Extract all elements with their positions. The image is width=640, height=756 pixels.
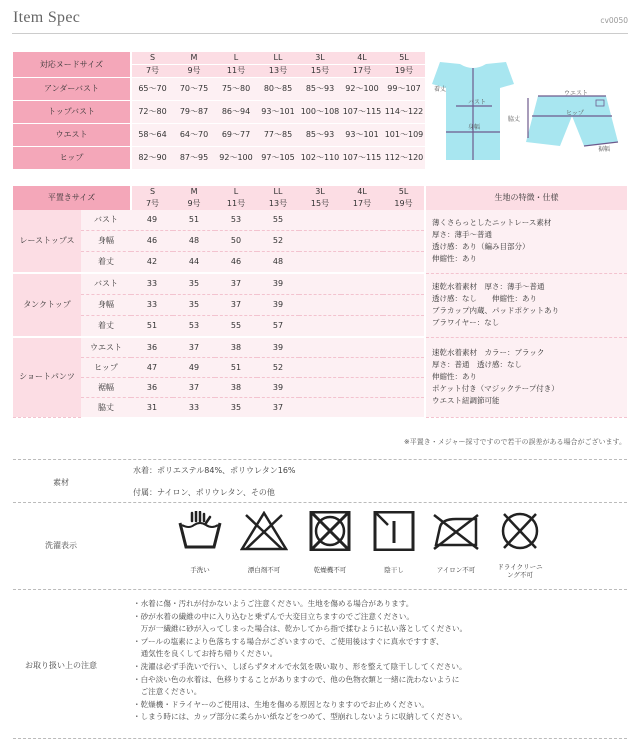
value-cell: 85～93 [299, 78, 341, 101]
nude-size-table [13, 52, 425, 170]
row-label: 身幅 [81, 295, 131, 316]
table-row [13, 124, 425, 147]
page-header [0, 0, 640, 36]
value-cell: 55 [215, 316, 257, 338]
number-cell: 13号 [257, 198, 299, 210]
feature-line: ポケット付き（マジックテープ付き） [432, 384, 559, 393]
value-cell: 35 [215, 398, 257, 418]
row-label: ウエスト [13, 124, 131, 147]
size-cell: 4L [341, 52, 383, 65]
value-cell: 49 [173, 358, 215, 378]
value-cell: 35 [173, 295, 215, 316]
care-line: ・乾燥機・ドライヤーのご使用は、生地を傷める原因となりますのでお止めください。 [133, 699, 429, 709]
value-cell: 93～101 [257, 101, 299, 124]
value-cell: 50 [215, 231, 257, 252]
value-cell: 31 [131, 398, 173, 418]
washing-icon-label: ドライクリーニング不可 [497, 563, 543, 579]
row-label: 脇丈 [81, 398, 131, 418]
value-cell: 107～115 [341, 147, 383, 170]
care-line: ・砂が水着の繊維の中に入り込むと乗ずんで大変目立ちますのでご注意ください。 [133, 611, 414, 621]
feature-line: 透け感：あり（編み目部分） [432, 242, 530, 252]
value-cell: 52 [257, 231, 299, 252]
value-cell: 48 [257, 252, 299, 274]
value-cell: 79～87 [173, 101, 215, 124]
feature-line: 透け感：なし 伸縮性：あり [432, 294, 538, 303]
value-cell: 99～107 [383, 78, 425, 101]
size-cell: M [173, 186, 215, 198]
table-row [13, 210, 627, 231]
row-label: 着丈 [81, 316, 131, 338]
value-cell: 47 [131, 358, 173, 378]
value-cell: 33 [131, 273, 173, 295]
value-cell: 92～100 [215, 147, 257, 170]
material-line-1: 水着：ポリエステル84%、ポリウレタン16% [133, 466, 296, 475]
value-cell: 37 [215, 273, 257, 295]
no-bleach-icon [240, 511, 288, 551]
value-cell: 58～64 [131, 124, 173, 147]
washing-icon-label: アイロン不可 [436, 566, 476, 574]
value-cell: 35 [173, 273, 215, 295]
top-figure [430, 56, 516, 166]
size-cell: 5L [383, 52, 425, 65]
value-cell: 37 [173, 378, 215, 398]
value-cell: 93～101 [341, 124, 383, 147]
value-cell: 107～115 [341, 101, 383, 124]
top-width-label: 身幅 [468, 124, 481, 131]
value-cell: 87～95 [173, 147, 215, 170]
size-header-row [13, 52, 425, 65]
row-label: 身幅 [81, 231, 131, 252]
feature-line: 伸縮性：あり [432, 372, 478, 381]
value-cell: 92～100 [341, 78, 383, 101]
row-label: アンダーバスト [13, 78, 131, 101]
value-cell: 37 [215, 295, 257, 316]
size-cell: S [131, 52, 173, 65]
washing-icon-label: 漂白剤不可 [247, 566, 281, 574]
value-cell: 55 [257, 210, 299, 231]
shade-dry-icon [370, 511, 418, 551]
washing-icon-label: 陰干し [384, 566, 404, 574]
care-line: ・水着に傷・汚れが付かないようご注意ください。生地を傷める場合があります。 [133, 599, 414, 608]
size-cell: LL [257, 186, 299, 198]
value-cell: 39 [257, 295, 299, 316]
value-cell: 102～110 [299, 147, 341, 170]
value-cell: 39 [257, 378, 299, 398]
top-garment-illustration [430, 56, 516, 166]
waist-label: ウエスト [564, 90, 589, 97]
washing-icon-label: 乾燥機不可 [313, 566, 347, 574]
item-code: cv0050 [600, 16, 628, 25]
size-cell: LL [257, 52, 299, 65]
feature-line: ウエスト紐調節可能 [432, 396, 500, 405]
value-cell: 114～122 [383, 101, 425, 124]
size-cell: S [131, 186, 173, 198]
value-cell: 70～75 [173, 78, 215, 101]
value-cell: 101～109 [383, 124, 425, 147]
table-row [13, 337, 627, 358]
care-notes [133, 598, 623, 724]
feature-line: 伸縮性：あり [432, 254, 478, 264]
value-cell: 33 [173, 398, 215, 418]
number-cell: 13号 [257, 65, 299, 78]
care-line: 万が一繊維に砂が入ってしまった場合は、乾かしてから指で揉むように払い落としてください。 [133, 624, 468, 634]
table-row [13, 147, 425, 170]
value-cell: 38 [215, 337, 257, 358]
top-length-label: 着丈 [434, 86, 447, 93]
section-divider [13, 589, 627, 590]
value-cell: 80～85 [257, 78, 299, 101]
rise-label: 脇丈 [508, 116, 521, 123]
group-label-tank-top: タンクトップ [13, 273, 81, 337]
value-cell: 42 [131, 252, 173, 274]
feature-line: ブラワイヤー：なし [432, 318, 500, 327]
no-dry-clean-icon [496, 511, 544, 551]
number-cell: 19号 [383, 65, 425, 78]
value-cell: 51 [173, 210, 215, 231]
washing-icon-label: 手洗い [190, 566, 210, 574]
page-title: Item Spec [13, 9, 81, 26]
shorts-figure [508, 86, 628, 156]
measurement-note: ※平置き・メジャー採寸ですので若干の誤差がある場合がございます。 [403, 438, 626, 446]
value-cell: 82～90 [131, 147, 173, 170]
size-cell: L [215, 186, 257, 198]
feature-line: 厚さ：普通 透け感：なし [432, 360, 523, 369]
row-label: ヒップ [13, 147, 131, 170]
care-line: 通気性を良くしてお持ち帰りください。 [133, 649, 278, 659]
washing-label: 洗濯表示 [45, 541, 77, 550]
number-cell: 17号 [341, 198, 383, 210]
row-label: 着丈 [81, 252, 131, 274]
feature-line: 薄くさらっとしたニットレース素材 [432, 218, 552, 228]
number-cell: 9号 [173, 65, 215, 78]
value-cell: 51 [215, 358, 257, 378]
hem-label: 裾幅 [598, 146, 611, 153]
flat-size-header: 平置きサイズ [13, 186, 131, 210]
size-cell: 5L [383, 186, 425, 198]
value-cell: 46 [215, 252, 257, 274]
value-cell: 72～80 [131, 101, 173, 124]
size-cell: 4L [341, 186, 383, 198]
feature-cell-short-pants [425, 337, 627, 417]
value-cell: 36 [131, 337, 173, 358]
value-cell: 65～70 [131, 78, 173, 101]
value-cell: 57 [257, 316, 299, 338]
value-cell: 69～77 [215, 124, 257, 147]
flat-size-header-row [13, 186, 627, 198]
value-cell: 97～105 [257, 147, 299, 170]
number-cell: 9号 [173, 198, 215, 210]
feature-header: 生地の特徴・仕様 [425, 186, 627, 210]
number-cell: 11号 [215, 198, 257, 210]
no-tumble-dry-icon [306, 511, 354, 551]
value-cell: 37 [257, 398, 299, 418]
flat-size-table [13, 186, 627, 418]
material-line-2: 付属：ナイロン、ポリウレタン、その他 [133, 488, 275, 497]
number-cell: 11号 [215, 65, 257, 78]
row-label: ウエスト [81, 337, 131, 358]
care-line: ・プールの塩素により色落ちする場合がございますので、ご使用後はすぐに真水ですすぎ、 [133, 636, 444, 646]
row-label: バスト [81, 273, 131, 295]
value-cell: 112～120 [383, 147, 425, 170]
number-cell: 7号 [131, 198, 173, 210]
hip-label: ヒップ [566, 110, 584, 117]
value-cell: 51 [131, 316, 173, 338]
value-cell: 39 [257, 337, 299, 358]
size-cell: 3L [299, 186, 341, 198]
care-line: ご注意ください。 [133, 687, 202, 697]
size-cell: M [173, 52, 215, 65]
section-divider [13, 459, 627, 460]
value-cell: 37 [173, 337, 215, 358]
feature-cell-tank-top [425, 273, 627, 337]
number-cell: 19号 [383, 198, 425, 210]
value-cell: 46 [131, 231, 173, 252]
value-cell: 48 [173, 231, 215, 252]
row-label: 裾幅 [81, 378, 131, 398]
value-cell: 53 [215, 210, 257, 231]
value-cell: 85～93 [299, 124, 341, 147]
number-cell: 15号 [299, 198, 341, 210]
value-cell: 38 [215, 378, 257, 398]
section-divider [13, 502, 627, 503]
number-cell: 15号 [299, 65, 341, 78]
value-cell: 49 [131, 210, 173, 231]
feature-cell-lace-tops [425, 210, 627, 273]
value-cell: 77～85 [257, 124, 299, 147]
care-line: ・しまう時には、カップ部分に柔らかい紙などをつめて、型崩れしないように収納してください。 [133, 712, 467, 722]
row-label: バスト [81, 210, 131, 231]
value-cell: 100～108 [299, 101, 341, 124]
table-row [13, 101, 425, 124]
care-label: お取り扱い上の注意 [25, 661, 97, 670]
table-row [13, 273, 627, 295]
value-cell: 33 [131, 295, 173, 316]
row-label: ヒップ [81, 358, 131, 378]
size-cell: L [215, 52, 257, 65]
number-cell: 7号 [131, 65, 173, 78]
top-bust-label: バスト [468, 99, 487, 106]
value-cell: 52 [257, 358, 299, 378]
value-cell: 53 [173, 316, 215, 338]
material-label: 素材 [53, 478, 69, 487]
number-cell: 17号 [341, 65, 383, 78]
care-line: ・洗濯は必ず手洗いで行い、しぼらずタオルで水気を吸い取り、形を整えて陰干ししてください。 [133, 661, 467, 671]
hand-wash-icon [176, 511, 224, 551]
feature-line: ブラカップ内蔵、パッドポケットあり [432, 306, 560, 315]
no-iron-icon [432, 511, 480, 551]
group-label-lace-tops: レーストップス [13, 210, 81, 273]
size-cell: 3L [299, 52, 341, 65]
nude-size-header: 対応ヌードサイズ [13, 52, 131, 78]
value-cell: 44 [173, 252, 215, 274]
header-divider [12, 33, 628, 34]
care-line: ・白や淡い色の水着は、色移りすることがありますので、他の色物衣類と一緒に洗わないように [133, 674, 460, 684]
value-cell: 86～94 [215, 101, 257, 124]
feature-line: 速乾水着素材 カラー：ブラック [432, 348, 545, 357]
row-label: トップバスト [13, 101, 131, 124]
group-label-short-pants: ショートパンツ [13, 337, 81, 417]
value-cell: 64～70 [173, 124, 215, 147]
value-cell: 36 [131, 378, 173, 398]
table-row [13, 78, 425, 101]
feature-line: 厚さ：薄手～普通 [432, 230, 493, 240]
feature-line: 速乾水着素材 厚さ：薄手～普通 [432, 282, 545, 291]
value-cell: 75～80 [215, 78, 257, 101]
section-divider [13, 738, 627, 739]
value-cell: 39 [257, 273, 299, 295]
